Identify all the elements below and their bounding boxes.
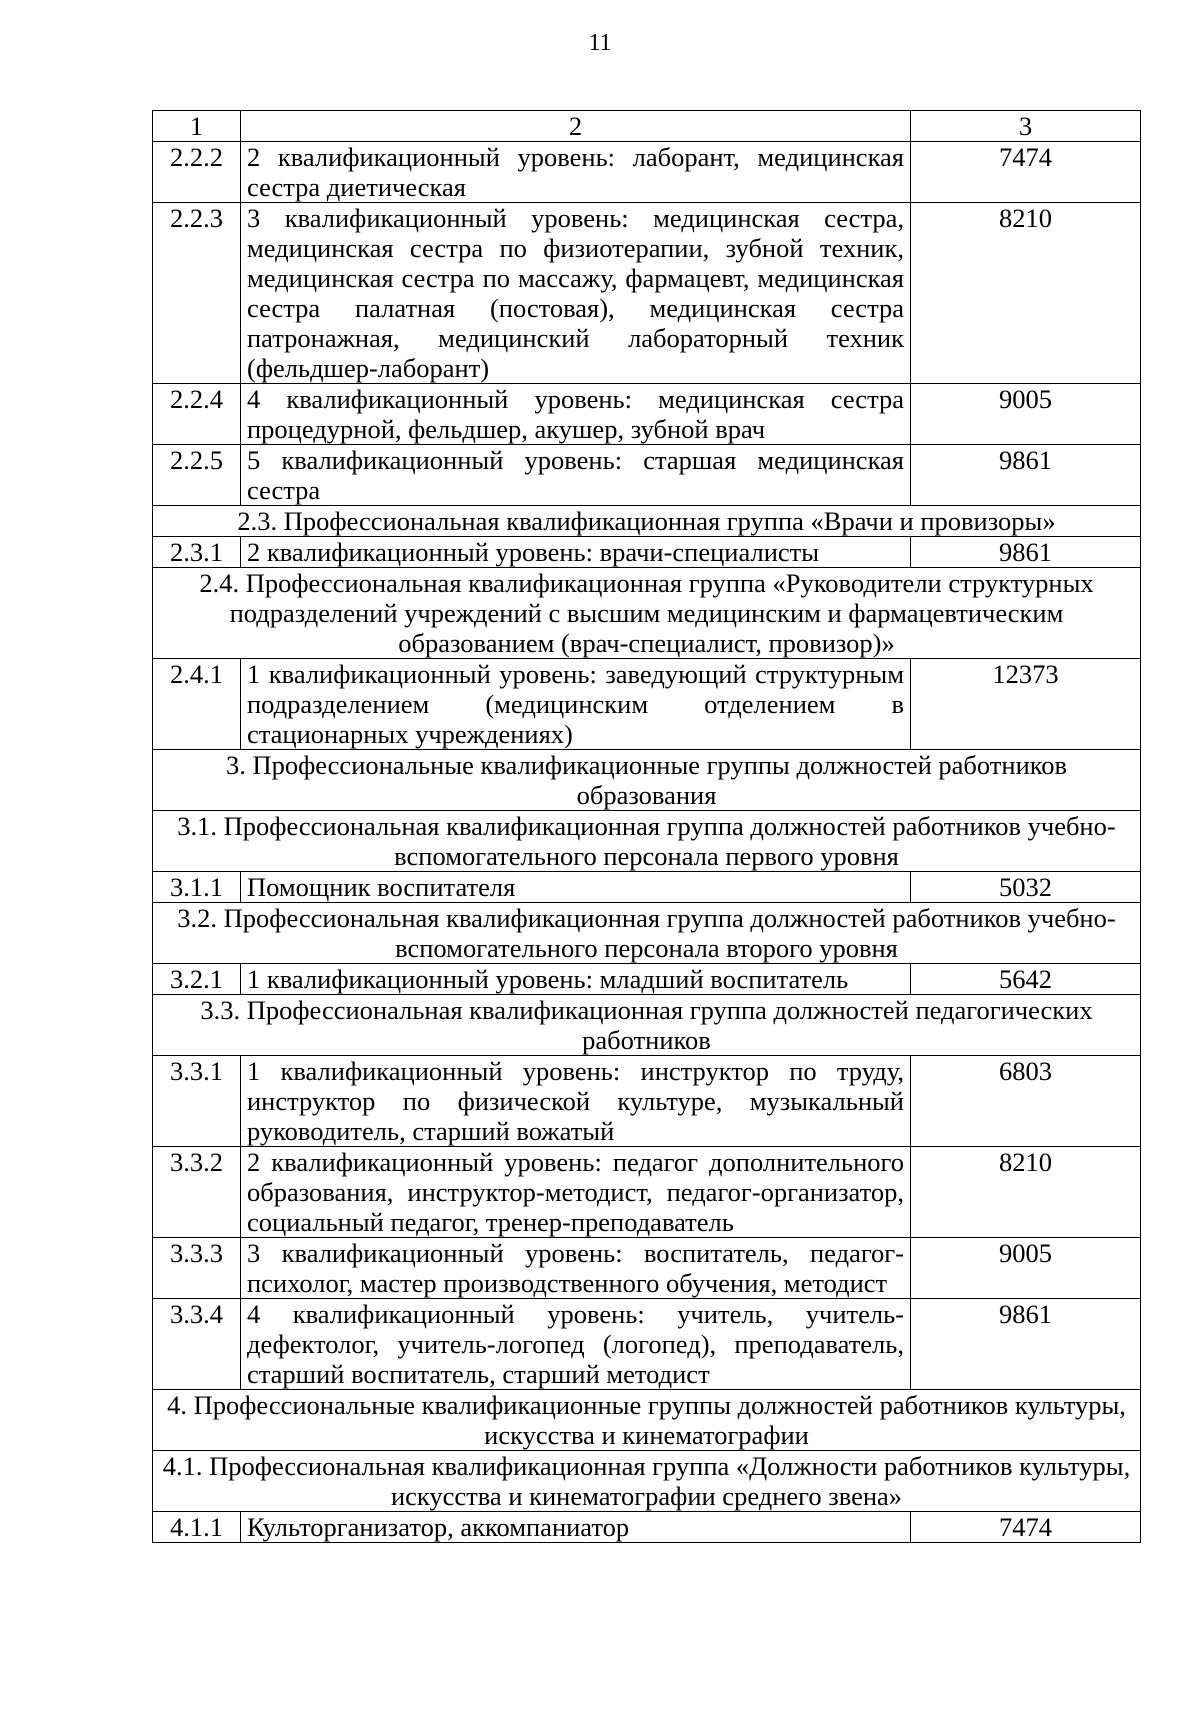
section-title: 2.3. Профессиональная квалификационная группа «Врачи и провизоры»: [153, 506, 1141, 537]
row-code: 3.1.1: [153, 872, 241, 903]
section-row: [153, 750, 1141, 811]
section-row: [153, 1390, 1141, 1451]
table-row: [153, 384, 1141, 445]
row-value: 8210: [911, 1147, 1141, 1238]
row-code: 2.2.5: [153, 445, 241, 506]
row-code: 4.1.1: [153, 1512, 241, 1543]
table-row: [153, 1512, 1141, 1543]
table-row: [153, 1299, 1141, 1390]
section-title: 3.3. Профессиональная квалификационная группа должностей педагогических работников: [153, 995, 1141, 1056]
row-value: 8210: [911, 203, 1141, 384]
section-title: 4.1. Профессиональная квалификационная группа «Должности работников культуры, искусства и кинематографии среднего звена»: [153, 1451, 1141, 1512]
row-value: 7474: [911, 142, 1141, 203]
row-code: 2.4.1: [153, 659, 241, 750]
section-row: [153, 1451, 1141, 1512]
row-description: 2 квалификационный уровень: врачи-специалисты: [241, 537, 911, 568]
row-description: 4 квалификационный уровень: медицинская сестра процедурной, фельдшер, акушер, зубной врач: [241, 384, 911, 445]
row-code: 3.3.4: [153, 1299, 241, 1390]
table-row: [153, 872, 1141, 903]
header-cell-1: 1: [153, 111, 241, 142]
table-row: [153, 1056, 1141, 1147]
row-description: 3 квалификационный уровень: медицинская сестра, медицинская сестра по физиотерапии, зубной техник, медицинская сестра по массажу, фармацевт, медицинская сестра палатная (постовая), медицинская сестра патронажная, медицинский лабораторный техник (фельдшер-лаборант): [241, 203, 911, 384]
row-value: 6803: [911, 1056, 1141, 1147]
row-code: 2.2.4: [153, 384, 241, 445]
table-row: [153, 1238, 1141, 1299]
row-value: 5642: [911, 964, 1141, 995]
row-description: 1 квалификационный уровень: младший воспитатель: [241, 964, 911, 995]
section-row: [153, 995, 1141, 1056]
table-row: [153, 203, 1141, 384]
row-value: 9861: [911, 445, 1141, 506]
row-description: 2 квалификационный уровень: педагог дополнительного образования, инструктор-методист, педагог-организатор, социальный педагог, тренер-преподаватель: [241, 1147, 911, 1238]
row-value: 5032: [911, 872, 1141, 903]
section-row: [153, 506, 1141, 537]
table-row: [153, 445, 1141, 506]
row-value: 9861: [911, 1299, 1141, 1390]
row-description: 1 квалификационный уровень: инструктор по труду, инструктор по физической культуре, музыкальный руководитель, старший вожатый: [241, 1056, 911, 1147]
section-title: 3.1. Профессиональная квалификационная группа должностей работников учебно-вспомогательного персонала первого уровня: [153, 811, 1141, 872]
section-row: [153, 903, 1141, 964]
row-description: 2 квалификационный уровень: лаборант, медицинская сестра диетическая: [241, 142, 911, 203]
header-row: [153, 111, 1141, 142]
row-value: 12373: [911, 659, 1141, 750]
page-number: 11: [588, 30, 612, 56]
table-row: [153, 537, 1141, 568]
section-title: 3.2. Профессиональная квалификационная группа должностей работников учебно-вспомогательного персонала второго уровня: [153, 903, 1141, 964]
row-description: 1 квалификационный уровень: заведующий структурным подразделением (медицинским отделением в стационарных учреждениях): [241, 659, 911, 750]
table-row: [153, 142, 1141, 203]
row-value: 9005: [911, 1238, 1141, 1299]
header-cell-2: 2: [241, 111, 911, 142]
row-value: 7474: [911, 1512, 1141, 1543]
row-code: 3.2.1: [153, 964, 241, 995]
row-code: 2.3.1: [153, 537, 241, 568]
row-description: Помощник воспитателя: [241, 872, 911, 903]
header-cell-3: 3: [911, 111, 1141, 142]
row-code: 3.3.3: [153, 1238, 241, 1299]
row-code: 2.2.2: [153, 142, 241, 203]
row-code: 2.2.3: [153, 203, 241, 384]
section-title: 3. Профессиональные квалификационные группы должностей работников образования: [153, 750, 1141, 811]
table-row: [153, 659, 1141, 750]
row-value: 9005: [911, 384, 1141, 445]
row-description: 4 квалификационный уровень: учитель, учитель-дефектолог, учитель-логопед (логопед), преподаватель, старший воспитатель, старший методист: [241, 1299, 911, 1390]
section-row: [153, 811, 1141, 872]
section-title: 4. Профессиональные квалификационные группы должностей работников культуры, искусства и кинематографии: [153, 1390, 1141, 1451]
table-row: [153, 964, 1141, 995]
row-description: Культорганизатор, аккомпаниатор: [241, 1512, 911, 1543]
table-row: [153, 1147, 1141, 1238]
section-row: [153, 568, 1141, 659]
row-description: 3 квалификационный уровень: воспитатель, педагог-психолог, мастер производственного обучения, методист: [241, 1238, 911, 1299]
row-code: 3.3.1: [153, 1056, 241, 1147]
row-code: 3.3.2: [153, 1147, 241, 1238]
row-description: 5 квалификационный уровень: старшая медицинская сестра: [241, 445, 911, 506]
row-value: 9861: [911, 537, 1141, 568]
section-title: 2.4. Профессиональная квалификационная группа «Руководители структурных подразделений учреждений с высшим медицинским и фармацевтическим образованием (врач-специалист, провизор)»: [153, 568, 1141, 659]
salary-table: [152, 110, 1141, 1543]
